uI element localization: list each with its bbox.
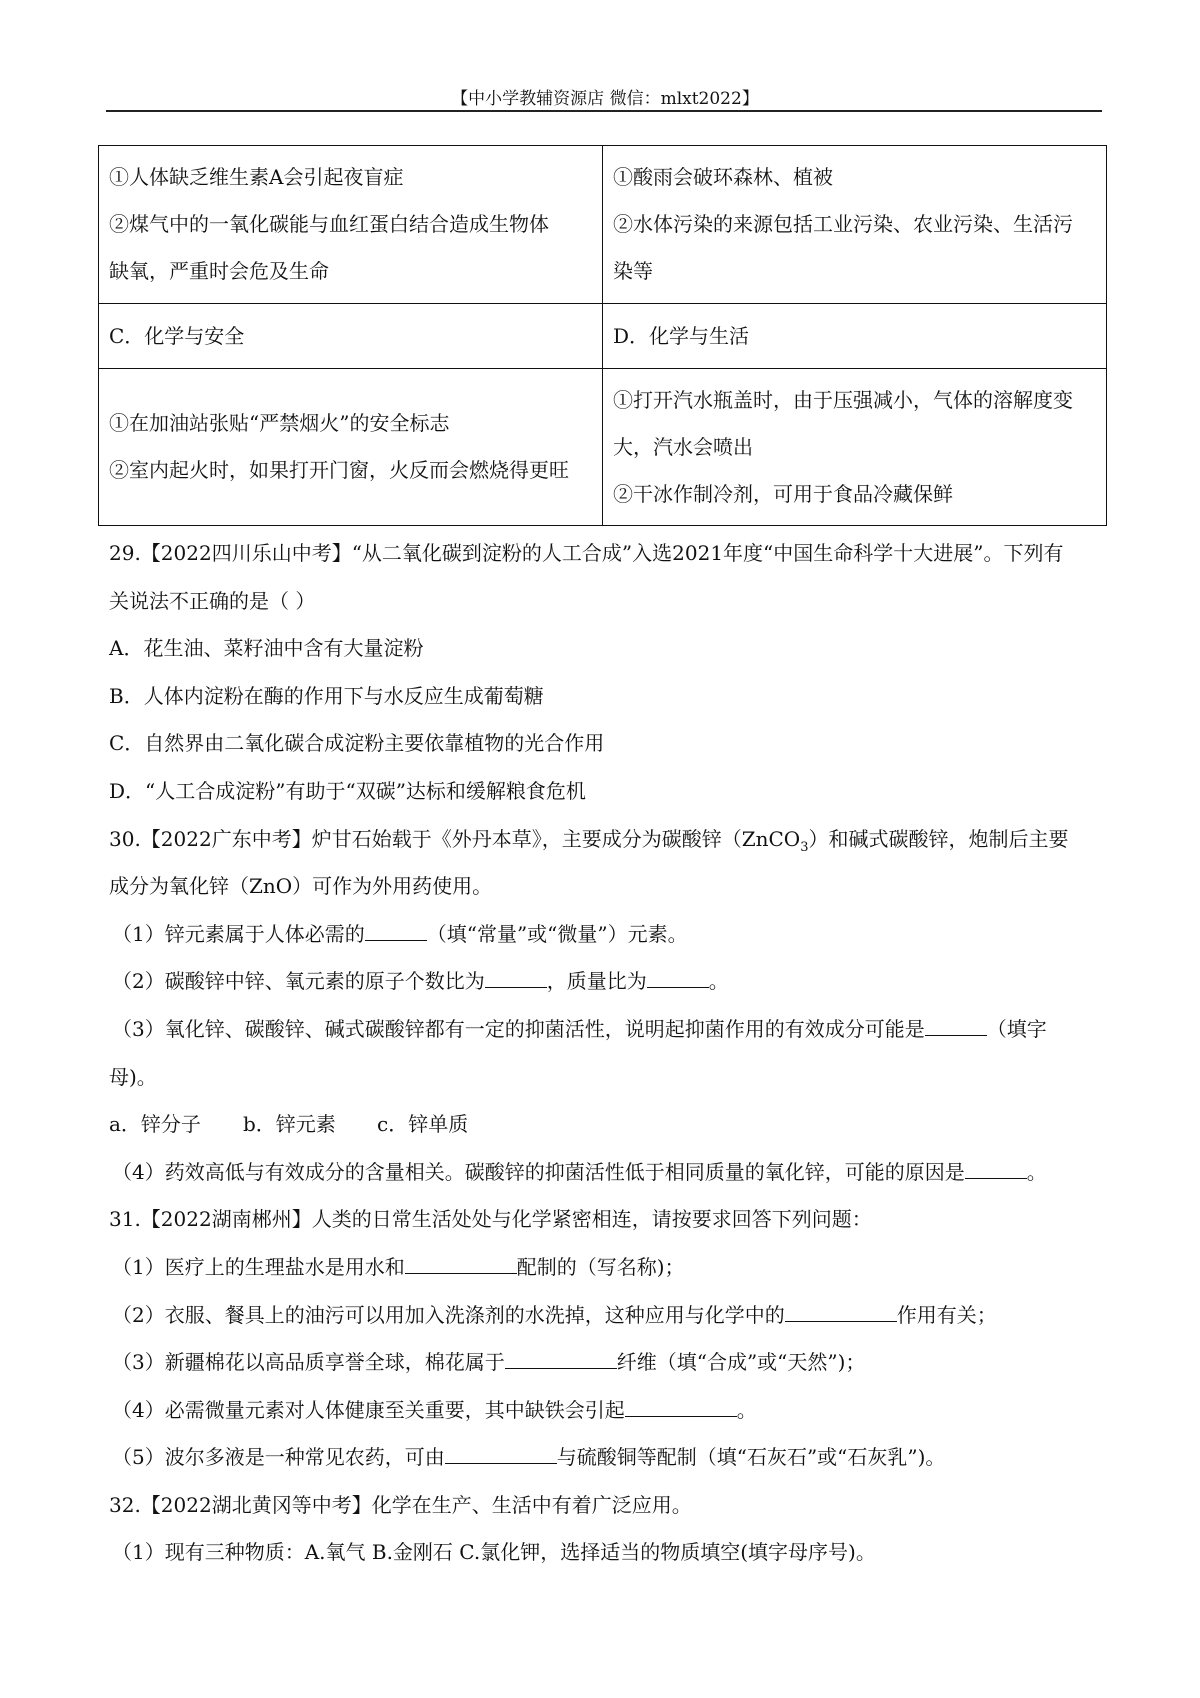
text: （2）衣服、餐具上的油污可以用加入洗涤剂的水洗掉，这种应用与化学中的 xyxy=(112,1302,785,1327)
text: 30.【2022广东中考】炉甘石始载于《外丹本草》，主要成分为碳酸锌（ZnCO xyxy=(109,826,801,851)
q32-part-1: （1）现有三种物质：A.氧气 B.金刚石 C.氯化钾，选择适当的物质填空(填字母序号)。 xyxy=(112,1540,876,1565)
table-cell-c-content xyxy=(99,369,603,526)
text: 。 xyxy=(708,969,729,994)
choice-b: b．锌元素 xyxy=(243,1112,336,1137)
knowledge-table xyxy=(98,145,1107,526)
q32-stem: 32.【2022湖北黄冈等中考】化学在生产、生活中有着广泛应用。 xyxy=(109,1492,692,1517)
q30-part-1 xyxy=(109,911,1104,959)
text: ）和碱式碳酸锌，炮制后主要 xyxy=(808,826,1069,851)
q31-part-1 xyxy=(109,1244,1104,1292)
choice-c: c．锌单质 xyxy=(377,1112,469,1137)
text: （1）医疗上的生理盐水是用水和 xyxy=(112,1254,405,1279)
questions xyxy=(109,530,1104,1577)
text: （2）碳酸锌中锌、氧元素的原子个数比为 xyxy=(112,969,485,994)
cell-line: ②煤气中的一氧化碳能与血红蛋白结合造成生物体 xyxy=(109,212,549,236)
answer-blank[interactable] xyxy=(485,967,547,988)
q30-part-4 xyxy=(109,1149,1104,1197)
choice-a: a．锌分子 xyxy=(109,1112,201,1137)
cell-line: 大，汽水会喷出 xyxy=(613,434,753,459)
q30-stem xyxy=(109,816,1104,864)
text: 作用有关； xyxy=(896,1302,997,1327)
cell-line: 缺氧，严重时会危及生命 xyxy=(109,259,329,283)
q31-stem: 31.【2022湖南郴州】人类的日常生活处处与化学紧密相连，请按要求回答下列问题： xyxy=(109,1207,872,1232)
answer-blank[interactable] xyxy=(625,1396,737,1417)
q30-part-2 xyxy=(109,958,1104,1006)
q31-part-4 xyxy=(109,1387,1104,1435)
cell-line: ②干冰作制冷剂，可用于食品冷藏保鲜 xyxy=(613,481,953,506)
cell-line: ①在加油站张贴“严禁烟火”的安全标志 xyxy=(109,411,450,435)
text: 。 xyxy=(736,1397,757,1422)
text: （3）新疆棉花以高品质享誉全球，棉花属于 xyxy=(112,1350,505,1375)
table-cell-d-content xyxy=(603,369,1107,526)
text: 配制的（写名称)； xyxy=(516,1254,685,1279)
cell-line: ①人体缺乏维生素A会引起夜盲症 xyxy=(109,165,404,189)
q29-stem: 29.【2022四川乐山中考】“从二氧化碳到淀粉的人工合成”入选2021年度“中国生命科学十大进展”。下列有 xyxy=(109,541,1064,565)
q29-option-b: B．人体内淀粉在酶的作用下与水反应生成葡萄糖 xyxy=(109,683,544,708)
answer-blank[interactable] xyxy=(445,1443,557,1464)
text: ，质量比为 xyxy=(546,969,647,994)
text: （1）锌元素属于人体必需的 xyxy=(112,921,365,946)
answer-blank[interactable] xyxy=(925,1015,987,1036)
text: （3）氧化锌、碳酸锌、碱式碳酸锌都有一定的抑菌活性，说明起抑菌作用的有效成分可能是 xyxy=(112,1016,925,1041)
q30-part-3 xyxy=(109,1006,1104,1054)
table-row xyxy=(99,146,1107,304)
cell-line: ②室内起火时，如果打开门窗，火反而会燃烧得更旺 xyxy=(109,458,569,482)
answer-blank[interactable] xyxy=(365,920,427,941)
text: 与硫酸铜等配制（填“石灰石”或“石灰乳”)。 xyxy=(556,1445,946,1470)
table-row xyxy=(99,369,1107,526)
cell-line: ②水体污染的来源包括工业污染、农业污染、生活污 xyxy=(613,212,1073,236)
q31-part-3 xyxy=(109,1339,1104,1387)
subscript: 3 xyxy=(800,839,809,855)
table-cell-b-content xyxy=(603,146,1107,304)
table-heading-d: D．化学与生活 xyxy=(603,304,1107,369)
text: （4）药效高低与有效成分的含量相关。碳酸锌的抑菌活性低于相同质量的氧化锌，可能的原因是 xyxy=(112,1159,965,1184)
q29-option-d: D．“人工合成淀粉”有助于“双碳”达标和缓解粮食危机 xyxy=(109,778,586,803)
table-heading-c: C．化学与安全 xyxy=(99,304,603,369)
text: （5）波尔多液是一种常见农药，可由 xyxy=(112,1445,445,1470)
q29-option-c: C．自然界由二氧化碳合成淀粉主要依靠植物的光合作用 xyxy=(109,731,605,756)
answer-blank[interactable] xyxy=(647,967,709,988)
q30-stem-cont: 成分为氧化锌（ZnO）可作为外用药使用。 xyxy=(109,874,493,899)
q30-choices xyxy=(109,1101,1104,1149)
table-cell-a-content xyxy=(99,146,603,304)
answer-blank[interactable] xyxy=(505,1348,617,1369)
text: （填字 xyxy=(986,1016,1047,1041)
cell-line: 染等 xyxy=(613,259,653,283)
q31-part-2 xyxy=(109,1292,1104,1340)
answer-blank[interactable] xyxy=(965,1158,1027,1179)
text: （4）必需微量元素对人体健康至关重要，其中缺铁会引起 xyxy=(112,1397,625,1422)
header-divider xyxy=(106,110,1102,112)
q30-part-3-cont: 母)。 xyxy=(109,1064,157,1089)
answer-blank[interactable] xyxy=(785,1301,897,1322)
answer-blank[interactable] xyxy=(405,1253,517,1274)
cell-line: ①酸雨会破环森林、植被 xyxy=(613,165,833,189)
q29-option-a: A．花生油、菜籽油中含有大量淀粉 xyxy=(109,636,424,661)
text: 纤维（填“合成”或“天然”)； xyxy=(616,1350,866,1375)
cell-line: ①打开汽水瓶盖时，由于压强减小，气体的溶解度变 xyxy=(613,387,1073,412)
text: 。 xyxy=(1026,1159,1047,1184)
q29-stem-cont: 关说法不正确的是（ ） xyxy=(109,588,316,613)
text: （填“常量”或“微量”）元素。 xyxy=(426,921,688,946)
table-row xyxy=(99,304,1107,369)
page-header: 【中小学教辅资源店 微信：mlxt2022】 xyxy=(451,89,759,109)
q31-part-5 xyxy=(109,1434,1104,1482)
